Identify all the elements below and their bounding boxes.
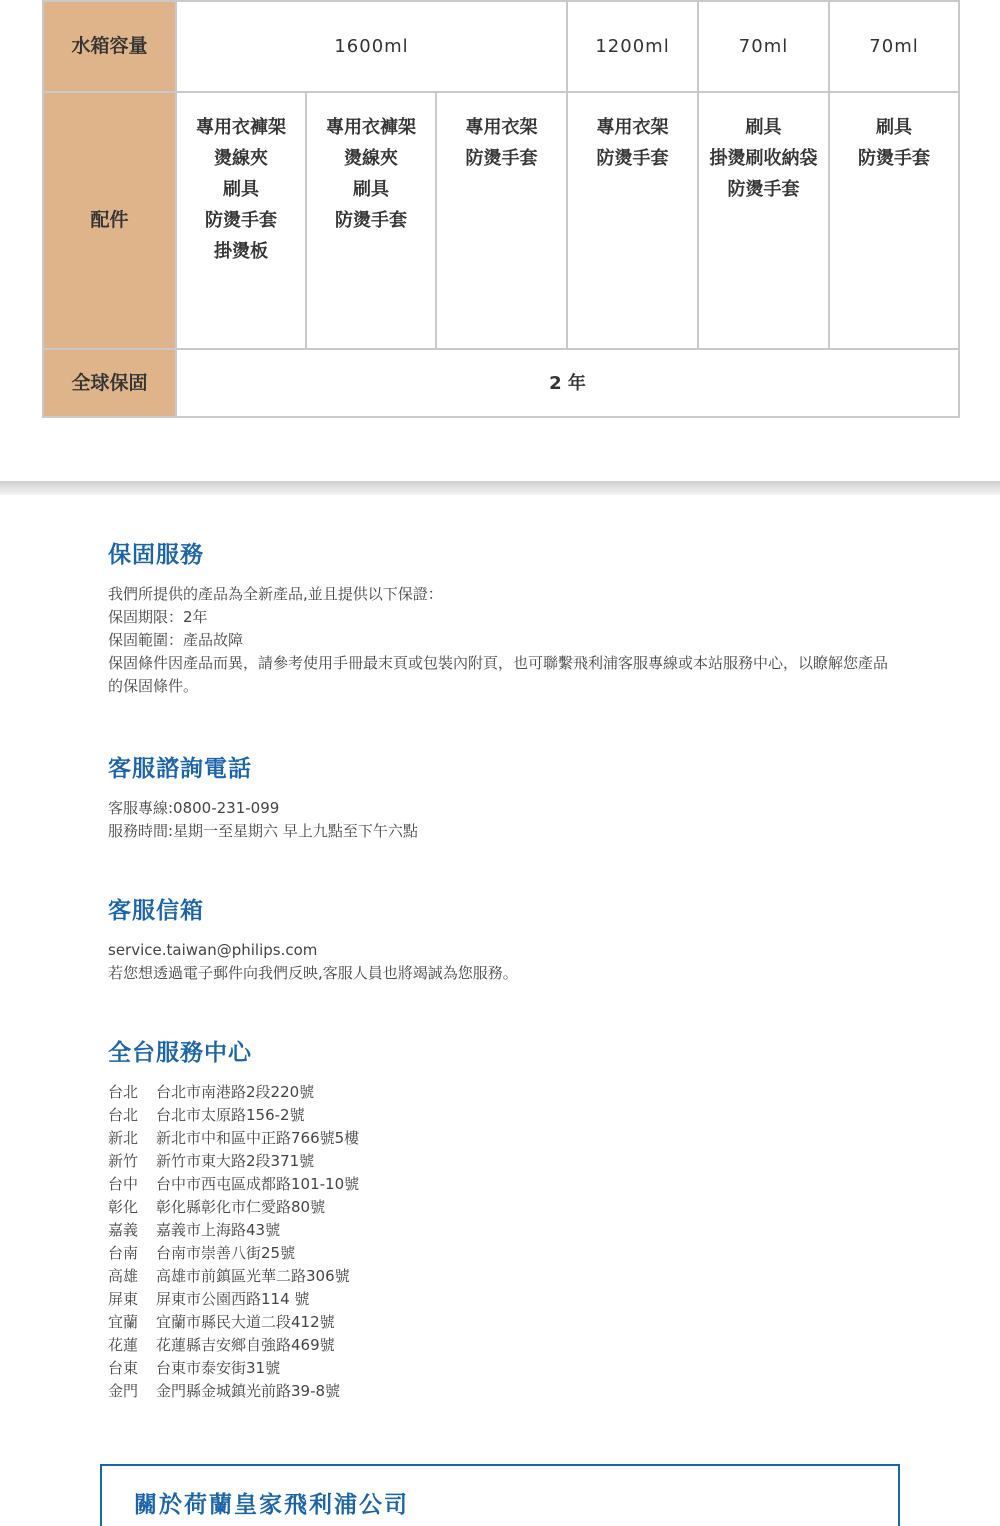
service-center-list [108, 1081, 908, 1403]
service-center-row [108, 1288, 908, 1311]
accessory-item: 掛燙板 [214, 241, 268, 262]
warranty-value: 2 年 [176, 349, 959, 417]
accessory-item: 防燙手套 [858, 148, 931, 169]
service-center-row [108, 1196, 908, 1219]
accessory-item: 防燙手套 [205, 210, 277, 231]
service-center-row [108, 1334, 908, 1357]
section-body [108, 797, 908, 843]
service-center-row [108, 1081, 908, 1104]
service-center-address: 台北市南港路2段220號 [156, 1083, 315, 1101]
accessories-label: 配件 [43, 92, 176, 349]
service-center-row [108, 1150, 908, 1173]
text-line: 若您想透過電子郵件向我們反映,客服人員也將竭誠為您服務。 [108, 964, 518, 982]
text-line: 我們所提供的產品為全新產品,並且提供以下保證： [108, 585, 443, 603]
warranty-service-section [108, 536, 908, 698]
service-center-city: 台北 [108, 1083, 139, 1101]
section-title: 客服信箱 [108, 898, 204, 924]
accessory-item: 掛燙刷收納袋 [709, 148, 818, 169]
service-center-city: 彰化 [108, 1198, 139, 1216]
service-center-row [108, 1219, 908, 1242]
service-center-city: 金門 [108, 1382, 139, 1400]
section-title: 全台服務中心 [108, 1040, 252, 1066]
service-center-city: 屏東 [108, 1290, 139, 1308]
email-address[interactable]: service.taiwan@philips.com [108, 941, 318, 959]
service-center-city: 高雄 [108, 1267, 139, 1285]
service-center-row [108, 1311, 908, 1334]
service-center-city: 新竹 [108, 1152, 139, 1170]
warranty-label: 全球保固 [43, 349, 176, 417]
text-line: 保固範圍：產品故障 [108, 631, 244, 649]
accessory-item: 專用衣褲架 [196, 117, 286, 138]
section-title: 客服諮詢電話 [108, 756, 252, 782]
accessory-item: 防燙手套 [465, 148, 538, 169]
service-center-address: 台中市西屯區成都路101-10號 [156, 1175, 360, 1193]
service-center-row [108, 1104, 908, 1127]
service-center-row [108, 1173, 908, 1196]
water-tank-row [43, 1, 959, 92]
service-center-address: 高雄市前鎮區光華二路306號 [156, 1267, 350, 1285]
service-center-city: 台北 [108, 1106, 139, 1124]
accessories-cell [176, 92, 306, 349]
about-title: 關於荷蘭皇家飛利浦公司 [134, 1492, 409, 1518]
water-tank-value: 1600ml [176, 1, 567, 92]
accessory-item: 刷具 [745, 117, 782, 138]
service-center-address: 台東市泰安街31號 [156, 1359, 281, 1377]
text-line: 服務時間:星期一至星期六 早上九點至下午六點 [108, 822, 418, 840]
service-center-city: 宜蘭 [108, 1313, 139, 1331]
service-center-city: 台東 [108, 1359, 139, 1377]
about-box [100, 1464, 900, 1526]
accessory-item: 防燙手套 [596, 148, 669, 169]
text-line: 保固期限：2年 [108, 608, 208, 626]
service-center-address: 彰化縣彰化市仁愛路80號 [156, 1198, 326, 1216]
accessories-cell [829, 92, 959, 349]
service-centers-section [108, 1034, 908, 1403]
accessory-item: 燙線夾 [344, 148, 398, 169]
accessories-cell [567, 92, 698, 349]
accessories-cell [698, 92, 829, 349]
email-section [108, 892, 908, 985]
service-center-address: 嘉義市上海路43號 [156, 1221, 281, 1239]
water-tank-value: 1200ml [567, 1, 698, 92]
service-center-row [108, 1242, 908, 1265]
service-center-row [108, 1357, 908, 1380]
accessory-item: 刷具 [876, 117, 913, 138]
service-center-city: 花蓮 [108, 1336, 139, 1354]
text-line: 保固條件因產品而異，請參考使用手冊最末頁或包裝內附頁，也可聯繫飛利浦客服專線或本站服務中心，以瞭解您產品的保固條件。 [108, 654, 889, 695]
accessory-item: 專用衣架 [596, 117, 669, 138]
service-center-address: 宜蘭市縣民大道二段412號 [156, 1313, 335, 1331]
section-divider [0, 481, 1000, 495]
service-center-address: 台南市崇善八街25號 [156, 1244, 296, 1262]
hotline-section [108, 750, 908, 843]
service-center-city: 台南 [108, 1244, 139, 1262]
section-body [108, 583, 908, 698]
accessory-item: 刷具 [223, 179, 259, 200]
water-tank-value: 70ml [829, 1, 959, 92]
service-center-row [108, 1265, 908, 1288]
service-center-city: 台中 [108, 1175, 139, 1193]
service-center-row [108, 1380, 908, 1403]
accessory-item: 防燙手套 [335, 210, 407, 231]
spec-table [42, 0, 960, 418]
service-center-address: 新北市中和區中正路766號5樓 [156, 1129, 360, 1147]
service-center-address: 台北市太原路156-2號 [156, 1106, 305, 1124]
water-tank-label: 水箱容量 [43, 1, 176, 92]
accessories-row [43, 92, 959, 349]
accessory-item: 專用衣褲架 [326, 117, 416, 138]
service-center-address: 花蓮縣吉安鄉自強路469號 [156, 1336, 335, 1354]
text-line: 客服專線:0800-231-099 [108, 799, 280, 817]
service-center-city: 嘉義 [108, 1221, 139, 1239]
water-tank-value: 70ml [698, 1, 829, 92]
accessories-cell [436, 92, 567, 349]
accessory-item: 燙線夾 [214, 148, 268, 169]
section-body [108, 939, 908, 985]
accessory-item: 防燙手套 [727, 179, 800, 200]
service-center-city: 新北 [108, 1129, 139, 1147]
warranty-row [43, 349, 959, 417]
service-center-address: 金門縣金城鎮光前路39-8號 [156, 1382, 341, 1400]
service-center-address: 新竹市東大路2段371號 [156, 1152, 315, 1170]
accessory-item: 刷具 [353, 179, 389, 200]
accessories-cell [306, 92, 436, 349]
accessory-item: 專用衣架 [465, 117, 538, 138]
service-center-row [108, 1127, 908, 1150]
service-center-address: 屏東市公園西路114 號 [156, 1290, 310, 1308]
section-title: 保固服務 [108, 542, 204, 568]
